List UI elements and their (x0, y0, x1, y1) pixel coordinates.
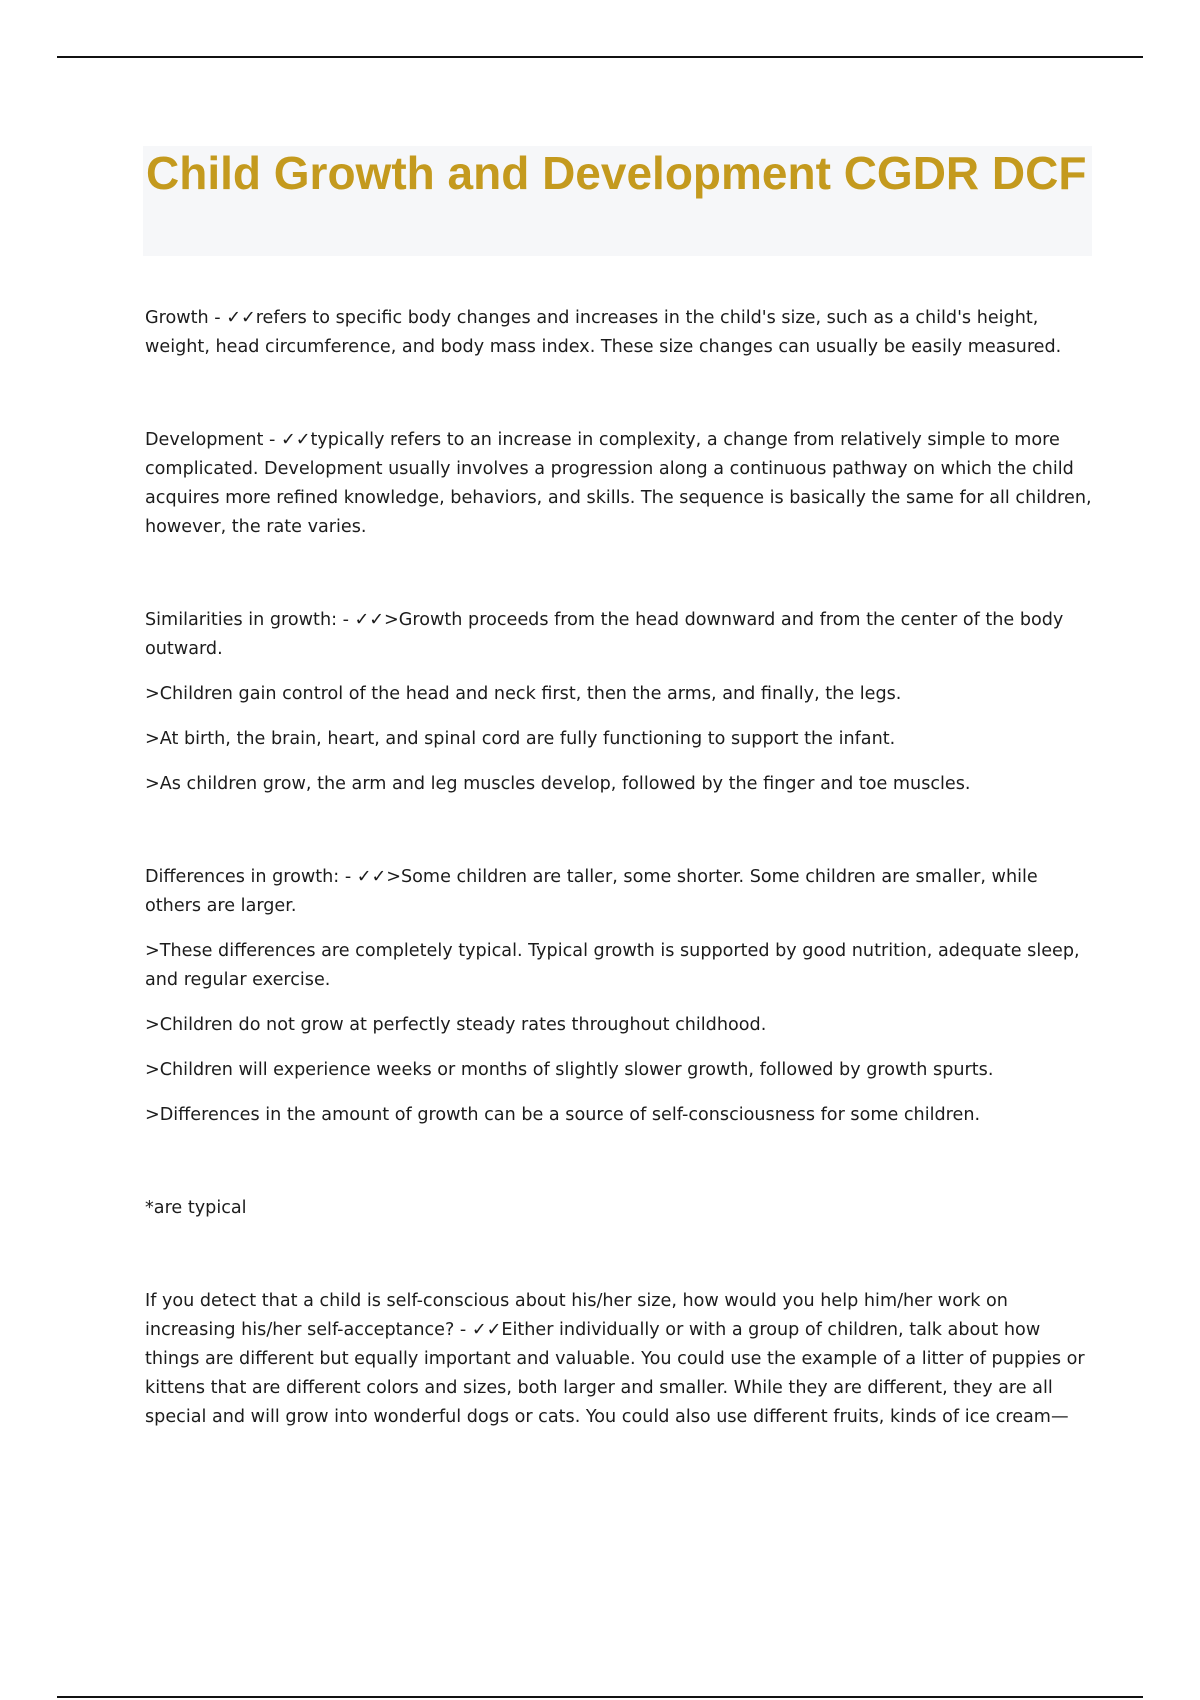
paragraph-development: Development - ✓✓typically refers to an increase in complexity, a change from relatively simple to more complicated. Development usually involves a progression along a continuous pathway on which the child acquires more refined knowledge, behaviors, and skills. The sequence is basically the same for all children, however, the rate varies. (145, 430, 1092, 537)
differences-item: >These differences are completely typical. Typical growth is supported by good nutrition, adequate sleep, and regular exercise. (145, 941, 1080, 990)
differences-item: >Differences in the amount of growth can be a source of self-consciousness for some children. (145, 1105, 981, 1125)
similarities-item: >Children gain control of the head and neck first, then the arms, and finally, the legs. (145, 684, 902, 704)
paragraph-growth: Growth - ✓✓refers to specific body changes and increases in the child's size, such as a child's height, weight, head circumference, and body mass index. These size changes can usually be easily measured. (145, 308, 1062, 357)
title-banner (143, 146, 1092, 256)
top-rule (57, 56, 1143, 58)
similarities-item: >As children grow, the arm and leg muscles develop, followed by the finger and toe muscles. (145, 774, 971, 794)
paragraph-differences: Differences in growth: - ✓✓>Some children are taller, some shorter. Some children are smaller, while others are larger. (145, 867, 1038, 916)
paragraph-similarities: Similarities in growth: - ✓✓>Growth proceeds from the head downward and from the center of the body outward. (145, 610, 1064, 659)
document-body (145, 304, 1095, 1432)
bottom-rule (57, 1696, 1143, 1698)
paragraph-self-acceptance: If you detect that a child is self-conscious about his/her size, how would you help him/her work on increasing his/her self-acceptance? - ✓✓Either individually or with a group of children, talk about how things are different but equally important and valuable. You could use the example of a litter of puppies or kittens that are different colors and sizes, both larger and smaller. While they are different, they are all special and will grow into wonderful dogs or cats. You could also use different fruits, kinds of ice cream— (145, 1291, 1085, 1427)
differences-item: >Children do not grow at perfectly steady rates throughout childhood. (145, 1015, 767, 1035)
similarities-item: >At birth, the brain, heart, and spinal cord are fully functioning to support the infant. (145, 729, 896, 749)
page-title: Child Growth and Development CGDR DCF (146, 147, 1087, 199)
paragraph-note: *are typical (145, 1198, 247, 1218)
differences-item: >Children will experience weeks or months of slightly slower growth, followed by growth spurts. (145, 1060, 994, 1080)
